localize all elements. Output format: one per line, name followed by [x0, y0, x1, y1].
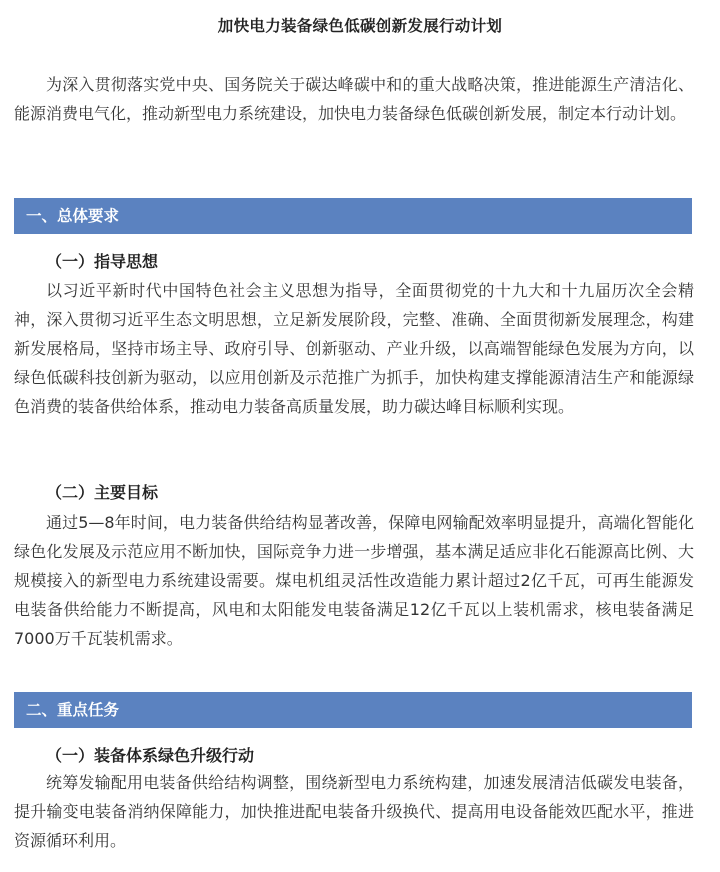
main-goals-paragraph: 通过5—8年时间，电力装备供给结构显著改善，保障电网输配效率明显提升，高端化智能化绿色化发展及示范应用不断加快，国际竞争力进一步增强，基本满足适应非化石能源高比例、大规模接入的新型电力系统建设需要。煤电机组灵活性改造能力累计超过2亿千瓦，可再生能源发电装备供给能力不断提高，风电和太阳能发电装备满足12亿千瓦以上装机需求，核电装备满足7000万千瓦装机需求。 — [14, 513, 694, 648]
guiding-ideology-paragraph: 以习近平新时代中国特色社会主义思想为指导，全面贯彻党的十九大和十九届历次全会精神，深入贯彻习近平生态文明思想，立足新发展阶段，完整、准确、全面贯彻新发展理念，构建新发展格局，坚持市场主导、政府引导、创新驱动、产业升级，以高端智能绿色发展为方向，以绿色低碳科技创新为驱动，以应用创新及示范推广为抓手，加快构建支撑能源清洁生产和能源绿色消费的装备供给体系，推动电力装备高质量发展，助力碳达峰目标顺利实现。 — [14, 281, 694, 416]
subheading-guiding-ideology: （一）指导思想 — [46, 252, 159, 271]
intro-paragraph: 为深入贯彻落实党中央、国务院关于碳达峰碳中和的重大战略决策，推进能源生产清洁化、能源消费电气化，推动新型电力系统建设，加快电力装备绿色低碳创新发展，制定本行动计划。 — [14, 75, 694, 123]
section-bar-key-tasks: 二、重点任务 — [14, 692, 692, 728]
subheading-green-upgrade: （一）装备体系绿色升级行动 — [46, 746, 255, 765]
green-upgrade-paragraph: 统筹发输配用电装备供给结构调整，围绕新型电力系统构建，加速发展清洁低碳发电装备，提升输变电装备消纳保障能力，加快推进配电装备升级换代、提高用电设备能效匹配水平，推进资源循环利用。 — [14, 773, 694, 850]
subheading-main-goals: （二）主要目标 — [46, 483, 159, 502]
document-title: 加快电力装备绿色低碳创新发展行动计划 — [217, 17, 503, 35]
section-bar-overall-requirements: 一、总体要求 — [14, 198, 692, 234]
